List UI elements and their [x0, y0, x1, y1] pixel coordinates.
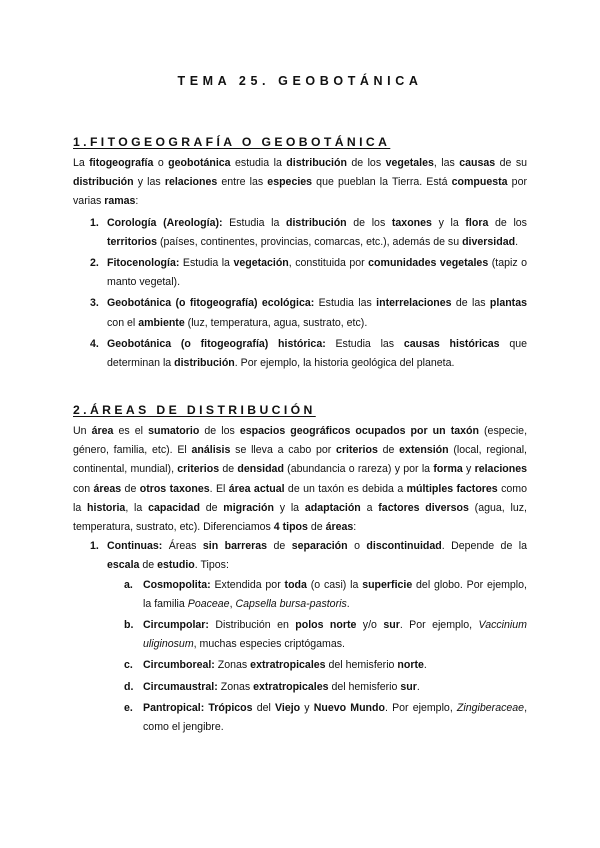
bold-term: comunidades vegetales	[368, 257, 489, 270]
bold-term: Nuevo Mundo	[313, 701, 385, 714]
italic-term: Vaccinium uliginosum	[143, 619, 527, 651]
list-item	[73, 335, 527, 373]
italic-term: Zingiberaceae	[456, 701, 525, 714]
section-heading: 2.ÁREAS DE DISTRIBUCIÓN	[73, 403, 316, 417]
text-run: de su	[495, 157, 528, 169]
text-run: Extendida por	[210, 578, 285, 591]
text-run: y la	[431, 216, 466, 229]
text-run: es el	[113, 425, 149, 437]
text-run: , muchas especies criptógamas.	[193, 638, 345, 651]
italic-term: Poaceae	[187, 597, 230, 610]
text-run: Distribución en	[208, 619, 296, 632]
bold-term: plantas	[489, 297, 527, 310]
text-run: o	[153, 157, 169, 169]
text-run: por varias	[73, 176, 527, 208]
bold-term: relaciones	[164, 176, 218, 189]
text-run: :	[353, 521, 357, 534]
text-run: de	[121, 482, 140, 495]
bold-term: norte	[397, 659, 424, 672]
bold-term: área	[91, 425, 114, 437]
text-run: de	[219, 463, 238, 476]
bold-term: distribución	[174, 357, 235, 370]
list-item-text	[107, 217, 527, 248]
bold-term: factores diversos	[378, 501, 469, 514]
bold-term: especies	[267, 176, 313, 189]
bold-term: superficie	[362, 578, 413, 591]
bold-term: Circumboreal:	[143, 659, 215, 672]
text-run: , las	[433, 157, 460, 169]
bold-term: extratropicales	[250, 659, 326, 672]
bold-term: extratropicales	[253, 680, 329, 693]
sub-list-item	[107, 656, 527, 675]
bold-term: flora	[465, 216, 489, 229]
bold-term: Trópicos	[208, 701, 253, 714]
text-run: (especie, género, familia, etc). El	[73, 425, 528, 457]
bold-term: áreas	[93, 482, 122, 495]
bold-term: distribución	[286, 216, 347, 229]
text-run: Áreas	[162, 540, 203, 553]
bold-term: geobotánica	[168, 157, 231, 169]
text-run: del	[252, 701, 275, 714]
text-run: . El	[209, 482, 229, 495]
bold-term: fitogeografía	[89, 157, 154, 169]
bold-term: escala	[107, 559, 140, 572]
bold-term: vegetales	[385, 157, 434, 169]
list-marker: 3.	[90, 297, 99, 310]
text-run: se lleva a cabo por	[230, 444, 337, 457]
text-run: de	[199, 501, 224, 514]
text-run: Estudia la	[179, 257, 234, 270]
list-item	[73, 214, 527, 252]
text-run: (luz, temperatura, agua, sustrato, etc).	[184, 316, 368, 329]
text-run: :	[135, 195, 139, 208]
bold-term: territorios	[107, 235, 158, 248]
list-marker: 1.	[90, 216, 99, 229]
list-marker: 1.	[90, 540, 99, 553]
text-run: (o casi) la	[306, 578, 363, 591]
text-run: . Por ejemplo,	[384, 701, 457, 714]
text-run: . Tipos:	[194, 559, 229, 572]
bold-term: Fitocenología:	[107, 257, 180, 270]
bold-term: Pantropical:	[143, 701, 205, 714]
text-run: del globo. Por ejemplo, la familia	[143, 578, 527, 610]
text-run: o	[347, 540, 367, 553]
text-run: Estudia la	[222, 216, 287, 229]
bold-term: discontinuidad	[366, 540, 442, 553]
bold-term: criterios	[177, 463, 220, 476]
list-item	[73, 537, 527, 737]
bold-term: separación	[291, 540, 348, 553]
list-item-text	[107, 297, 527, 328]
section-intro	[73, 422, 527, 537]
text-run: y	[462, 463, 475, 476]
text-run: .	[423, 659, 427, 672]
list-marker: d.	[124, 680, 134, 693]
list-marker: 2.	[90, 257, 99, 270]
bold-term: distribución	[73, 176, 134, 189]
text-run: como la	[73, 482, 527, 514]
text-run: de	[139, 559, 158, 572]
bold-term: sur	[383, 619, 400, 632]
bold-term: vegetación	[233, 257, 289, 270]
bold-term: 4 tipos	[273, 521, 308, 534]
bold-term: Cosmopolita:	[143, 578, 211, 591]
list-item-text	[143, 659, 427, 671]
text-run: y la	[273, 501, 305, 514]
text-run: (tapiz o manto vegetal).	[107, 257, 528, 289]
bold-term: criterios	[336, 444, 378, 457]
list-item-text	[107, 338, 527, 369]
text-run: ,	[229, 597, 236, 610]
text-run: estudia la	[230, 157, 287, 169]
list-item-text	[107, 540, 527, 571]
list-item	[73, 254, 527, 292]
list-item	[73, 294, 527, 332]
bold-term: capacidad	[148, 501, 200, 514]
bold-term: Viejo	[275, 701, 301, 714]
bold-term: relaciones	[474, 463, 528, 476]
section-heading: 1.FITOGEOGRAFÍA O GEOBOTÁNICA	[73, 135, 391, 149]
document-title: TEMA 25. GEOBOTÁNICA	[177, 74, 423, 88]
bold-term: taxones	[391, 216, 432, 229]
text-run: La	[73, 157, 90, 169]
list-marker: b.	[124, 619, 134, 632]
list-item-text	[143, 702, 527, 733]
text-run: (abundancia o rareza) y por la	[283, 463, 434, 476]
bold-term: área actual	[228, 482, 285, 495]
list-item-text	[107, 257, 527, 288]
sub-list-item	[107, 616, 527, 654]
bold-term: historia	[87, 501, 126, 514]
text-run: . Por ejemplo,	[399, 619, 479, 632]
bold-term: estudio	[157, 559, 195, 572]
bold-term: sur	[400, 680, 417, 693]
text-run: (países, continentes, provincias, comarcas, etc.), además de su	[157, 235, 463, 248]
text-run: . Por ejemplo, la historia geológica del planeta.	[234, 357, 455, 370]
bold-term: extensión	[399, 444, 449, 457]
bold-term: polos norte	[295, 619, 357, 632]
bold-term: sin barreras	[202, 540, 268, 553]
text-run: .	[416, 680, 420, 693]
text-run: , constituida por	[288, 257, 369, 270]
bold-term: Geobotánica (o fitogeografía) histórica:	[107, 337, 326, 350]
text-run: con el	[107, 316, 139, 329]
bold-term: compuesta	[451, 176, 508, 189]
text-run: de	[267, 540, 292, 553]
text-run: .	[346, 597, 350, 610]
text-run: Un	[73, 425, 92, 437]
bold-term: Geobotánica (o fitogeografía) ecológica:	[107, 297, 315, 310]
text-run: .	[515, 235, 519, 248]
text-run: de los	[346, 157, 386, 169]
section-intro	[73, 154, 527, 212]
sub-list-item	[107, 699, 527, 737]
list-marker: a.	[124, 578, 133, 591]
area-types-list	[73, 537, 527, 737]
text-run: Estudia las	[325, 337, 404, 350]
text-run: y/o	[356, 619, 384, 632]
text-run: y	[300, 701, 314, 714]
text-run: del hemisferio	[328, 680, 401, 693]
bold-term: áreas	[325, 521, 354, 534]
bold-term: otros taxones	[139, 482, 210, 495]
bold-term: causas históricas	[403, 337, 500, 350]
list-item-text	[143, 619, 527, 650]
ramas-list	[73, 214, 527, 374]
text-run: de	[307, 521, 326, 534]
section-areas-distribucion	[73, 401, 527, 739]
sub-list-item	[107, 576, 527, 614]
bold-term: adaptación	[304, 501, 361, 514]
text-run: de las	[451, 297, 490, 310]
list-item-text	[143, 681, 420, 693]
list-marker: c.	[124, 659, 133, 672]
text-run: de los	[199, 425, 240, 437]
bold-term: interrelaciones	[376, 297, 452, 310]
bold-term: distribución	[286, 157, 347, 169]
bold-term: migración	[223, 501, 274, 514]
text-run: de los	[488, 216, 527, 229]
sub-list-item	[107, 678, 527, 697]
bold-term: Corología (Areología):	[107, 216, 223, 229]
text-run: Zonas	[217, 680, 254, 693]
text-run: Estudia las	[314, 297, 377, 310]
text-run: de un taxón es debida a	[284, 482, 407, 495]
text-run: de los	[346, 216, 392, 229]
bold-term: Continuas:	[107, 540, 163, 553]
text-run: que pueblan la Tierra. Está	[312, 176, 452, 189]
text-run: . Depende de la	[441, 540, 528, 553]
text-run: Zonas	[214, 659, 251, 672]
section-fitogeografia	[73, 133, 527, 375]
text-run: de	[377, 444, 400, 457]
text-run: del hemisferio	[325, 659, 398, 672]
bold-term: densidad	[237, 463, 284, 476]
bold-term: causas	[459, 157, 496, 169]
list-marker: 4.	[90, 337, 99, 350]
bold-term: múltiples factores	[406, 482, 498, 495]
bold-term: análisis	[191, 444, 231, 457]
text-run: entre las	[217, 176, 268, 189]
area-subtypes-list	[107, 576, 527, 738]
bold-term: Circumaustral:	[143, 680, 218, 693]
text-run: (local, regional, continental, mundial),	[73, 444, 528, 476]
list-marker: e.	[124, 701, 133, 714]
bold-term: diversidad	[462, 235, 516, 248]
bold-term: Circumpolar:	[143, 619, 209, 632]
text-run: (agua, luz, temperatura, sustrato, etc). Diferenciamos	[73, 501, 527, 534]
bold-term: espacios geográficos ocupados por un taxón	[239, 425, 479, 437]
text-run: que determinan la	[107, 337, 527, 370]
bold-term: toda	[284, 578, 307, 591]
italic-term: Capsella bursa-pastoris	[235, 597, 347, 610]
list-item-text	[143, 579, 527, 610]
text-run: , como el jengibre.	[143, 701, 528, 734]
bold-term: ambiente	[138, 316, 185, 329]
bold-term: sumatorio	[148, 425, 200, 437]
bold-term: forma	[433, 463, 463, 476]
text-run: , la	[125, 501, 149, 514]
bold-term: ramas	[104, 195, 136, 208]
text-run: y las	[133, 176, 165, 189]
text-run: con	[73, 482, 94, 495]
text-run: a	[360, 501, 379, 514]
